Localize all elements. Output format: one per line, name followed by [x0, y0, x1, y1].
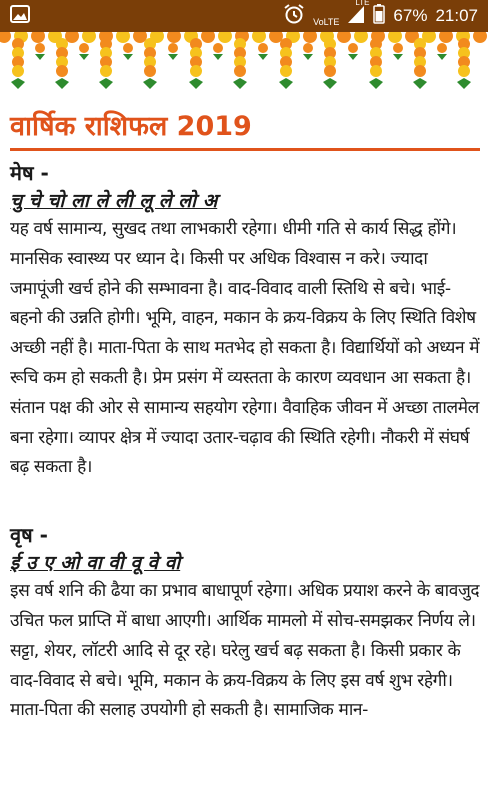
- sign-name: वृष -: [10, 523, 48, 548]
- garland-leaf: [279, 78, 293, 89]
- page-title: वार्षिक राशिफल 2019: [10, 108, 480, 151]
- network-label: VoLTE: [313, 16, 340, 27]
- sign-description: इस वर्ष शनि की ढैया का प्रभाव बाधापूर्ण रहेगा। अधिक प्रयाश करने के बावजुद उचित फल प्राप्ति में बाधा आएगी। आर्थिक मामलो में सोच-समझकर निर्णय ले। सट्टा, शेयर, लॉटरी आदि से दूर रहे। घरेलु खर्च बढ़ सकता है। किसी प्रकार के वाद-विवाद से बचे। भूमि, मकान के क्रय-विक्रय के लिए इस वर्ष शुभ रहेगी। माता-पिता की सलाह उपयोगी हो सकती है। सामाजिक मान-: [10, 581, 480, 721]
- garland-banner: [0, 32, 488, 90]
- garland-flower: [144, 65, 156, 77]
- garland-flower: [116, 32, 130, 43]
- garland-flower: [258, 43, 268, 53]
- clock-time: 21:07: [435, 6, 478, 25]
- article-content: [10, 108, 480, 726]
- garland-leaf: [168, 54, 178, 60]
- battery-icon: [373, 4, 385, 29]
- garland-flower: [337, 32, 351, 43]
- garland-leaf: [79, 54, 89, 60]
- garland-flower: [213, 43, 223, 53]
- garland-leaf: [11, 78, 25, 89]
- garland-flower: [56, 65, 68, 77]
- garland-flower: [303, 43, 313, 53]
- garland-flower: [370, 65, 382, 77]
- garland-leaf: [437, 54, 447, 60]
- signal-indicator: [347, 0, 370, 29]
- garland-leaf: [323, 78, 337, 89]
- garland-flower: [280, 65, 292, 77]
- garland-leaf: [303, 54, 313, 60]
- garland-flower: [12, 65, 24, 77]
- sign-description: यह वर्ष सामान्य, सुखद तथा लाभकारी रहेगा। धीमी गति से कार्य सिद्ध होंगे। मानसिक स्वास्थ्य पर ध्यान दे। किसी पर अधिक विश्वास न करे। ज्यादा जमापूंजी खर्च होने की सम्भावना है। वाद-विवाद वाली स्तिथि से बचे। भाई-बहनो की उन्नति होगी। भूमि, वाहन, मकान के क्रय-विक्रय के लिए स्थिति विशेष अच्छी नहीं है। माता-पिता के साथ मतभेद हो सकता है। विद्यार्थियों को अध्यन में रूचि कम हो सकती है। प्रेम प्रसंग में व्यस्तता के कारण व्यवधान आ सकता है। संतान पक्ष की ओर से सामान्य सहयोग रहेगा। वैवाहिक जीवन में अच्छा तालमेल बना रहेगा। व्यापर क्षेत्र में ज्यादा उतार-चढ़ाव की स्थिति रहेगी। नौकरी में संघर्ष बढ़ सकता है।: [10, 219, 480, 478]
- garland-flower: [234, 65, 246, 77]
- garland-leaf: [55, 78, 69, 89]
- lte-label: LTE: [355, 0, 370, 7]
- garland-leaf: [369, 78, 383, 89]
- garland-leaf: [189, 78, 203, 89]
- sign-letters: चु चे चो ला ले ली लू ले लो अ: [10, 190, 218, 212]
- garland-flower: [35, 43, 45, 53]
- garland-flower: [348, 43, 358, 53]
- garland-flower: [100, 65, 112, 77]
- garland-flower: [414, 65, 426, 77]
- garland-leaf: [393, 54, 403, 60]
- garland-leaf: [213, 54, 223, 60]
- garland-flower: [458, 65, 470, 77]
- sign-section-vrish: [10, 521, 480, 726]
- garland-flower: [303, 32, 317, 43]
- garland-flower: [437, 43, 447, 53]
- garland-flower: [123, 43, 133, 53]
- garland-flower: [79, 43, 89, 53]
- garland-flower: [201, 32, 215, 43]
- garland-flower: [0, 32, 11, 43]
- garland-leaf: [123, 54, 133, 60]
- garland-flower: [439, 32, 453, 43]
- garland-flower: [218, 32, 232, 43]
- battery-percent: 67%: [393, 6, 428, 25]
- garland-flower: [168, 43, 178, 53]
- garland-leaf: [35, 54, 45, 60]
- garland-flower: [354, 32, 368, 43]
- sign-letters: ई उ ए ओ वा वी वू वे वो: [10, 552, 181, 575]
- garland-flower: [252, 32, 266, 43]
- garland-flower: [190, 65, 202, 77]
- garland-flower: [324, 65, 336, 77]
- status-right: [283, 0, 478, 30]
- garland-flower: [388, 32, 402, 43]
- status-left: [10, 5, 30, 28]
- alarm-icon: [283, 3, 305, 30]
- status-bar: [0, 0, 488, 32]
- section-gap: [10, 483, 480, 513]
- garland-leaf: [413, 78, 427, 89]
- garland-leaf: [258, 54, 268, 60]
- sign-section-mesh: [10, 159, 480, 483]
- garland-leaf: [143, 78, 157, 89]
- gallery-icon: [10, 5, 30, 28]
- garland-flower: [82, 32, 96, 43]
- garland-leaf: [233, 78, 247, 89]
- garland-leaf: [99, 78, 113, 89]
- signal-icon: [347, 4, 365, 29]
- garland-image: [0, 32, 488, 90]
- garland-leaf: [348, 54, 358, 60]
- sign-name: मेष -: [10, 161, 49, 185]
- garland-leaf: [457, 78, 471, 89]
- garland-flower: [473, 32, 487, 43]
- garland-flower: [393, 43, 403, 53]
- garland-flower: [31, 32, 45, 43]
- garland-flower: [167, 32, 181, 43]
